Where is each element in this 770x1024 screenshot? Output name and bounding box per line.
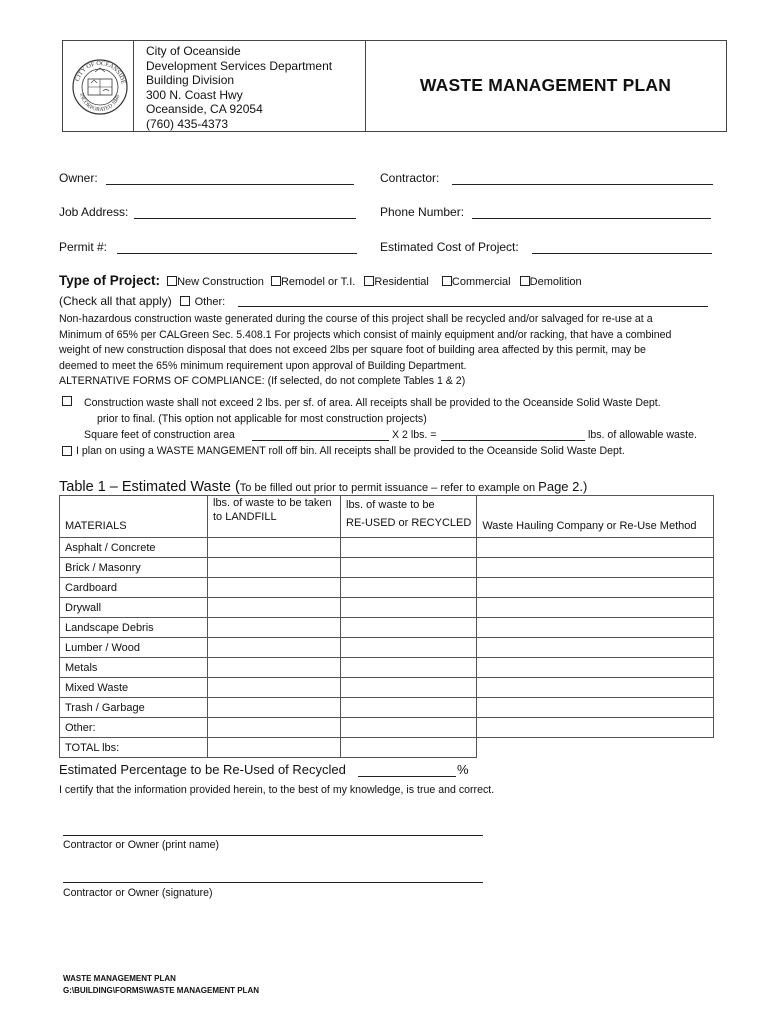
address-line: Development Services Department <box>146 58 333 73</box>
hauling-cell[interactable] <box>477 698 714 718</box>
footer-path: G:\BUILDING\FORMS\WASTE MANAGEMENT PLAN <box>63 986 259 995</box>
recycled-cell[interactable] <box>341 538 477 558</box>
recycled-cell[interactable] <box>341 658 477 678</box>
address-line: Oceanside, CA 92054 <box>146 102 263 117</box>
demolition-checkbox[interactable] <box>520 276 530 286</box>
table1-note: To be filled out prior to permit issuance – refer to example on <box>239 482 539 494</box>
table-row <box>60 578 714 598</box>
table-row <box>60 658 714 678</box>
job-address-label: Job Address: <box>59 205 129 219</box>
table-row <box>60 718 714 738</box>
address-line: Building Division <box>146 73 235 88</box>
new-construction-checkbox[interactable] <box>167 276 177 286</box>
hauling-cell[interactable] <box>477 638 714 658</box>
material-cell: Brick / Masonry <box>60 558 208 578</box>
residential-checkbox[interactable] <box>364 276 374 286</box>
estimated-pct-label: Estimated Percentage to be Re-Used of Recycled <box>59 762 346 777</box>
hauling-cell[interactable] <box>477 578 714 598</box>
signature-field[interactable] <box>63 882 483 883</box>
material-cell: Drywall <box>60 598 208 618</box>
recycled-cell[interactable] <box>341 678 477 698</box>
sqft-field[interactable] <box>252 440 389 441</box>
hauling-cell[interactable] <box>477 678 714 698</box>
hauling-cell[interactable] <box>477 718 714 738</box>
estimated-pct-row <box>59 762 346 777</box>
address-line: (760) 435-4373 <box>146 116 229 131</box>
landfill-header <box>208 496 341 538</box>
city-seal-icon <box>71 47 129 127</box>
hauling-cell[interactable] <box>477 558 714 578</box>
option-label: Demolition <box>529 276 582 288</box>
alternative-heading: ALTERNATIVE FORMS OF COMPLIANCE: (If selected, do not complete Tables 1 & 2) <box>59 375 466 387</box>
alternative-1-line2: prior to final. (This option not applicable for most construction projects) <box>97 413 427 425</box>
option-label: Commercial <box>451 276 511 288</box>
remodel-checkbox[interactable] <box>271 276 281 286</box>
option-label: Residential <box>374 276 429 288</box>
table-row <box>60 598 714 618</box>
table-row <box>60 558 714 578</box>
table-row <box>60 678 714 698</box>
form-title: WASTE MANAGEMENT PLAN <box>419 75 672 95</box>
landfill-header-line: to LANDFILL <box>213 511 277 523</box>
recycled-cell[interactable] <box>341 598 477 618</box>
material-cell: TOTAL lbs: <box>60 738 208 758</box>
estimated-cost-label: Estimated Cost of Project: <box>380 240 519 254</box>
recycled-cell[interactable] <box>341 618 477 638</box>
other-checkbox[interactable] <box>180 296 190 306</box>
table1-page-ref: Page 2.) <box>538 479 588 494</box>
recycled-cell[interactable] <box>341 578 477 598</box>
requirements-paragraph <box>59 312 671 390</box>
recycled-cell[interactable] <box>341 698 477 718</box>
estimated-cost-field[interactable] <box>532 253 712 254</box>
hauling-cell[interactable] <box>477 538 714 558</box>
recycled-cell[interactable] <box>341 638 477 658</box>
alternative-1-line1: Construction waste shall not exceed 2 lbs. per sf. of area. All receipts shall be provided to the Oceanside Solid Waste Dept. <box>84 397 661 409</box>
project-type-label: Type of Project: <box>59 273 161 288</box>
alternative-2-checkbox[interactable] <box>62 446 72 456</box>
commercial-checkbox[interactable] <box>442 276 452 286</box>
landfill-cell[interactable] <box>208 678 341 698</box>
landfill-cell[interactable] <box>208 558 341 578</box>
material-cell: Asphalt / Concrete <box>60 538 208 558</box>
department-address <box>146 44 332 132</box>
material-cell: Metals <box>60 658 208 678</box>
table-row <box>60 638 714 658</box>
hauling-cell[interactable] <box>477 598 714 618</box>
permit-label: Permit #: <box>59 240 108 254</box>
other-label: Other: <box>194 296 226 308</box>
recycled-cell[interactable] <box>341 718 477 738</box>
seal-bottom-text: INCORPORATED 1888 <box>78 92 122 114</box>
alternative-2-text: I plan on using a WASTE MANGEMENT roll off bin. All receipts shall be provided to the Oceanside Solid Waste Dept. <box>76 445 625 457</box>
landfill-cell[interactable] <box>208 738 341 758</box>
hauling-header: Waste Hauling Company or Re-Use Method <box>477 496 714 538</box>
materials-header: MATERIALS <box>60 496 208 538</box>
table-row <box>60 698 714 718</box>
landfill-cell[interactable] <box>208 658 341 678</box>
contractor-field[interactable] <box>452 184 713 185</box>
paragraph-line: deemed to meet the 65% minimum requirement upon approval of Building Department. <box>59 359 467 372</box>
seal-top-text: CITY OF OCEANSIDE <box>73 59 127 85</box>
phone-field[interactable] <box>472 218 711 219</box>
material-cell: Mixed Waste <box>60 678 208 698</box>
header-box <box>62 40 727 132</box>
waste-table <box>59 495 714 758</box>
footer-title: WASTE MANAGEMENT PLAN <box>63 974 176 983</box>
permit-field[interactable] <box>117 253 357 254</box>
landfill-header-line: lbs. of waste to be taken <box>213 497 332 509</box>
check-all-label: (Check all that apply) <box>59 294 172 308</box>
landfill-cell[interactable] <box>208 718 341 738</box>
recycled-cell[interactable] <box>341 738 477 758</box>
signature-label: Contractor or Owner (signature) <box>63 887 213 899</box>
table1-title: Table 1 – Estimated Waste ( <box>59 479 240 495</box>
hauling-cell[interactable] <box>477 618 714 638</box>
table-row <box>60 538 714 558</box>
landfill-cell[interactable] <box>208 538 341 558</box>
option-label: New Construction <box>177 276 264 288</box>
landfill-cell[interactable] <box>208 638 341 658</box>
landfill-cell[interactable] <box>208 598 341 618</box>
owner-field[interactable] <box>106 184 354 185</box>
recycled-header-line: RE-USED or RECYCLED <box>346 517 472 529</box>
pct-symbol: % <box>457 762 469 777</box>
phone-label: Phone Number: <box>380 205 465 219</box>
estimated-pct-field[interactable] <box>358 776 456 777</box>
recycled-cell[interactable] <box>341 558 477 578</box>
address-line: City of Oceanside <box>146 44 241 58</box>
material-cell: Trash / Garbage <box>60 698 208 718</box>
times-label: X 2 lbs. = <box>392 429 437 441</box>
contractor-label: Contractor: <box>380 171 440 185</box>
allowable-label: lbs. of allowable waste. <box>588 429 697 441</box>
table-row <box>60 618 714 638</box>
sqft-label: Square feet of construction area <box>84 429 235 441</box>
allowable-waste-field[interactable] <box>441 440 585 441</box>
option-label: Remodel or T.I. <box>280 276 356 288</box>
check-all-row <box>59 292 225 310</box>
print-name-label: Contractor or Owner (print name) <box>63 839 220 851</box>
job-address-field[interactable] <box>134 218 356 219</box>
hauling-cell[interactable] <box>477 658 714 678</box>
landfill-cell[interactable] <box>208 698 341 718</box>
material-cell: Cardboard <box>60 578 208 598</box>
landfill-cell[interactable] <box>208 578 341 598</box>
print-name-field[interactable] <box>63 835 483 836</box>
table-row <box>60 738 714 758</box>
alternative-1-checkbox[interactable] <box>62 396 72 406</box>
material-cell: Landscape Debris <box>60 618 208 638</box>
recycled-header <box>341 496 477 538</box>
recycled-header-line: lbs. of waste to be <box>346 499 435 511</box>
material-cell: Lumber / Wood <box>60 638 208 658</box>
paragraph-line: Minimum of 65% per CALGreen Sec. 5.408.1 For projects which consist of mainly equipment and/or racking, that have a combined <box>59 328 672 341</box>
paragraph-line: Non-hazardous construction waste generated during the course of this project shall be recycled and/or salvaged for re-use at a <box>59 313 653 325</box>
paragraph-line: weight of new construction disposal that does not exceed 2lbs per square foot of building area affected by this permit, may be <box>59 344 646 356</box>
address-line: 300 N. Coast Hwy <box>146 87 243 102</box>
certify-text: I certify that the information provided herein, to the best of my knowledge, is true and correct. <box>59 784 495 796</box>
landfill-cell[interactable] <box>208 618 341 638</box>
project-type-row <box>59 273 582 288</box>
material-cell: Other: <box>60 718 208 738</box>
other-field[interactable] <box>238 306 708 307</box>
table1-heading <box>59 478 587 496</box>
owner-label: Owner: <box>59 171 98 185</box>
